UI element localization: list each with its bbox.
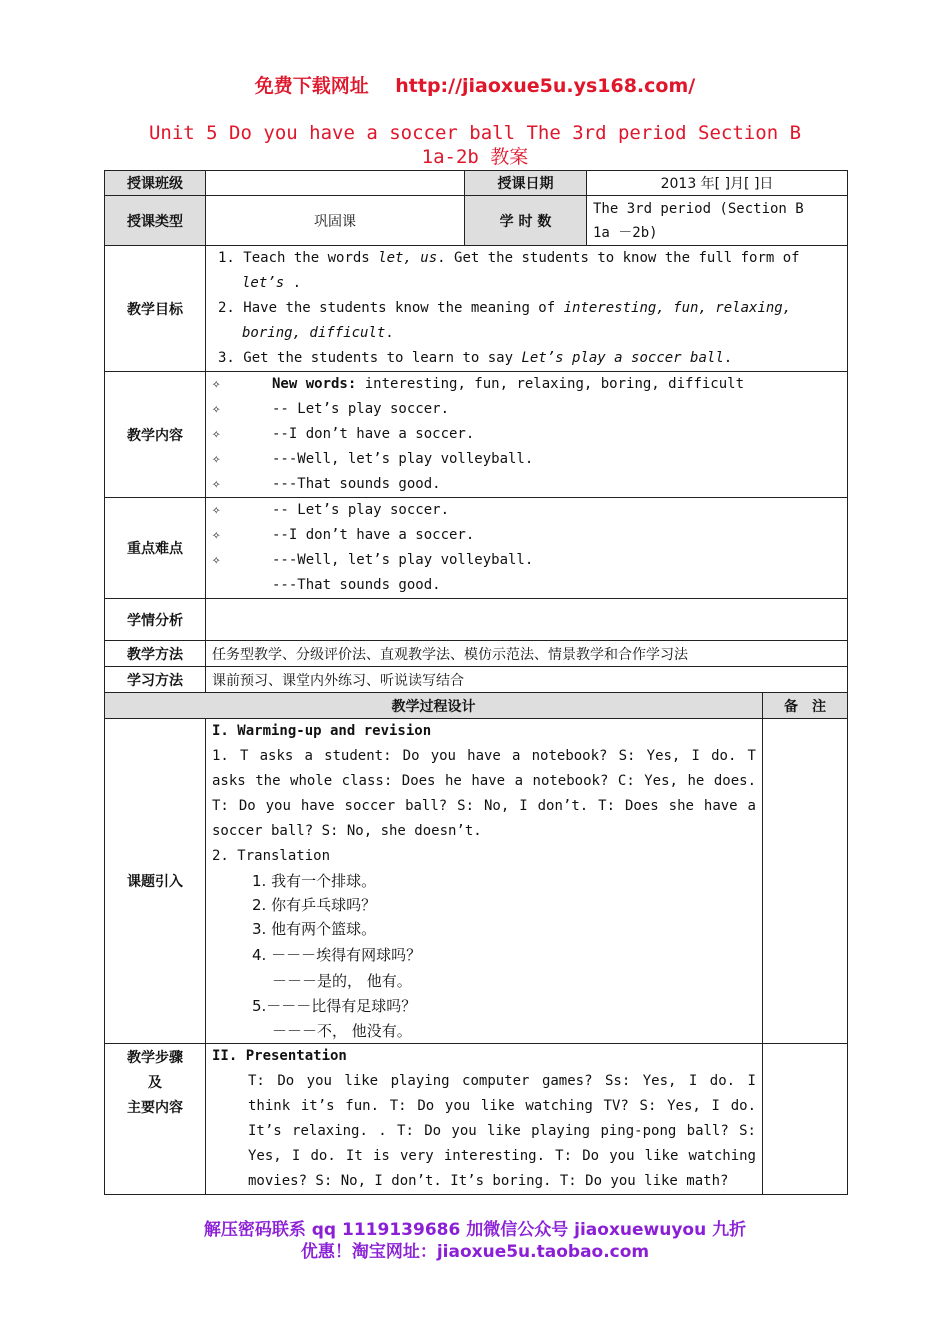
goal-1 bbox=[212, 246, 841, 271]
content-label: 教学内容 bbox=[105, 372, 206, 498]
goal-3 bbox=[212, 346, 841, 371]
class-label: 授课班级 bbox=[105, 171, 206, 196]
bullet-icon: ✧ bbox=[212, 527, 221, 543]
goal-1-words: let, us bbox=[378, 250, 438, 266]
keypoints-label: 重点难点 bbox=[105, 498, 206, 599]
steps-label-3: 主要内容 bbox=[127, 1100, 183, 1116]
notes-header: 备 注 bbox=[763, 693, 848, 719]
keypoint-line: ---Well, let’s play volleyball. bbox=[272, 552, 534, 568]
translation-5a: 5.－－－比得有足球吗？ bbox=[252, 997, 417, 1015]
intro-content bbox=[206, 719, 763, 1044]
translation-3: 3. 他有两个篮球。 bbox=[252, 920, 377, 938]
steps-label-2: 及 bbox=[148, 1075, 162, 1091]
study-label: 学习方法 bbox=[105, 667, 206, 693]
banner-label: 免费下载网址 bbox=[254, 75, 369, 97]
hours-value-line-2: 1a －2b) bbox=[593, 224, 658, 241]
steps-label bbox=[105, 1044, 206, 1195]
goal-1-cont bbox=[212, 271, 841, 296]
new-words-label: New words: bbox=[272, 376, 357, 392]
method-label: 教学方法 bbox=[105, 641, 206, 667]
keypoint-item bbox=[212, 523, 841, 548]
bullet-icon: ✧ bbox=[212, 376, 221, 392]
goal-2-num: 2. bbox=[218, 300, 235, 316]
process-header: 教学过程设计 bbox=[105, 693, 763, 719]
footer-line-2[interactable]: 优惠！淘宝网址：jiaoxue5u.taobao.com bbox=[300, 1242, 650, 1262]
steps-heading: II. Presentation bbox=[212, 1048, 347, 1064]
keypoint-item bbox=[212, 498, 841, 523]
hours-value bbox=[587, 196, 848, 246]
class-value bbox=[206, 171, 465, 196]
analysis-value bbox=[206, 599, 848, 641]
bullet-icon: ✧ bbox=[212, 401, 221, 417]
translation-2: 2. 你有乒乓球吗？ bbox=[252, 896, 377, 914]
intro-heading: I. Warming-up and revision bbox=[212, 723, 432, 739]
new-words: interesting, fun, relaxing, boring, difficult bbox=[356, 376, 745, 392]
lesson-plan-table bbox=[104, 170, 848, 1195]
translation-1: 1. 我有一个排球。 bbox=[252, 872, 377, 890]
keypoint-line: -- Let’s play soccer. bbox=[272, 502, 450, 518]
bullet-icon: ✧ bbox=[212, 426, 221, 442]
intro-label: 课题引入 bbox=[105, 719, 206, 1044]
content-list bbox=[206, 372, 848, 498]
document-title bbox=[0, 121, 950, 169]
content-item bbox=[212, 397, 841, 422]
type-label: 授课类型 bbox=[105, 196, 206, 246]
content-item bbox=[212, 372, 841, 397]
method-value: 任务型教学、分级评价法、直观教学法、模仿示范法、情景教学和合作学习法 bbox=[206, 641, 848, 667]
goal-2-text: Have the students know the meaning of bbox=[243, 300, 564, 316]
goal-3-phrase: Let’s play a soccer ball bbox=[521, 350, 724, 366]
content-item bbox=[212, 422, 841, 447]
bullet-icon: ✧ bbox=[212, 552, 221, 568]
bullet-icon: ✧ bbox=[212, 476, 221, 492]
goal-3-end: . bbox=[723, 350, 733, 366]
content-line: ---That sounds good. bbox=[272, 476, 441, 492]
steps-content bbox=[206, 1044, 763, 1195]
steps-notes bbox=[763, 1044, 848, 1195]
keypoint-item bbox=[212, 573, 841, 598]
bullet-icon: ✧ bbox=[212, 451, 221, 467]
content-line: ---Well, let’s play volleyball. bbox=[272, 451, 534, 467]
translation-4b: －－－是的， 他有。 bbox=[272, 972, 412, 990]
intro-paragraph-1: 1. T asks a student: Do you have a notebook? S: Yes, I do. T asks the whole class: Does he have a notebook? C: Yes, he does. T: Do you have soccer ball? S: No, I don’t. T: Does she have a soccer ball? S: No, she doesn’t. bbox=[212, 748, 756, 839]
bullet-icon: ✧ bbox=[212, 502, 221, 518]
date-value: 2013 年[ ]月[ ]日 bbox=[587, 171, 848, 196]
goal-2-cont bbox=[212, 321, 841, 346]
content-item bbox=[212, 447, 841, 472]
hours-value-line-1: The 3rd period (Section B bbox=[593, 200, 804, 217]
keypoint-line: ---That sounds good. bbox=[272, 577, 441, 593]
type-value: 巩固课 bbox=[206, 196, 465, 246]
goals-content bbox=[206, 246, 848, 372]
goal-2-end: . bbox=[385, 325, 394, 341]
intro-notes bbox=[763, 719, 848, 1044]
date-label: 授课日期 bbox=[465, 171, 587, 196]
content-line: -- Let’s play soccer. bbox=[272, 401, 450, 417]
keypoint-line: --I don’t have a soccer. bbox=[272, 527, 475, 543]
goal-1-text-a: Teach the words bbox=[243, 250, 379, 266]
goal-1-end: . bbox=[284, 275, 302, 291]
translation-4a: 4. －－－埃得有网球吗？ bbox=[252, 946, 422, 964]
content-item bbox=[212, 472, 841, 497]
goal-2-words-1: interesting, fun, relaxing, bbox=[563, 300, 792, 316]
goal-2-words-2: boring, difficult bbox=[242, 325, 386, 341]
goal-1-text-b: . Get the students to know the full form of bbox=[437, 250, 800, 266]
goal-2 bbox=[212, 296, 841, 321]
banner-url[interactable]: http://jiaoxue5u.ys168.com/ bbox=[395, 75, 696, 97]
study-value: 课前预习、课堂内外练习、听说读写结合 bbox=[206, 667, 848, 693]
keypoints-list bbox=[206, 498, 848, 599]
footer-promo bbox=[0, 1219, 950, 1263]
download-banner bbox=[0, 71, 950, 98]
translation-5b: －－－不， 他没有。 bbox=[272, 1022, 412, 1040]
goal-3-num: 3. bbox=[218, 350, 235, 366]
goals-label: 教学目标 bbox=[105, 246, 206, 372]
steps-label-1: 教学步骤 bbox=[127, 1050, 183, 1066]
keypoint-item bbox=[212, 548, 841, 573]
goal-1-lets: let’s bbox=[242, 275, 285, 291]
goal-1-num: 1. bbox=[218, 250, 235, 266]
title-line-2: 1a-2b 教案 bbox=[421, 146, 529, 168]
intro-paragraph-2: 2. Translation bbox=[212, 848, 331, 864]
hours-label: 学 时 数 bbox=[465, 196, 587, 246]
analysis-label: 学情分析 bbox=[105, 599, 206, 641]
content-line: --I don’t have a soccer. bbox=[272, 426, 475, 442]
title-line-1: Unit 5 Do you have a soccer ball The 3rd period Section B bbox=[148, 122, 802, 144]
goal-3-text: Get the students to learn to say bbox=[243, 350, 522, 366]
steps-text: T: Do you like playing computer games? Ss: Yes, I do. I think it’s fun. T: Do you like watching TV? S: Yes, I do. It’s relaxing. . T: Do you like playing ping-pong ball? S: Yes, I do. It is very interesting. T: Do you like watching movies? S: No, I don’t. It’s boring. T: Do you like math? bbox=[248, 1073, 756, 1189]
footer-line-1: 解压密码联系 qq 1119139686 加微信公众号 jiaoxuewuyou 九折 bbox=[203, 1220, 747, 1240]
